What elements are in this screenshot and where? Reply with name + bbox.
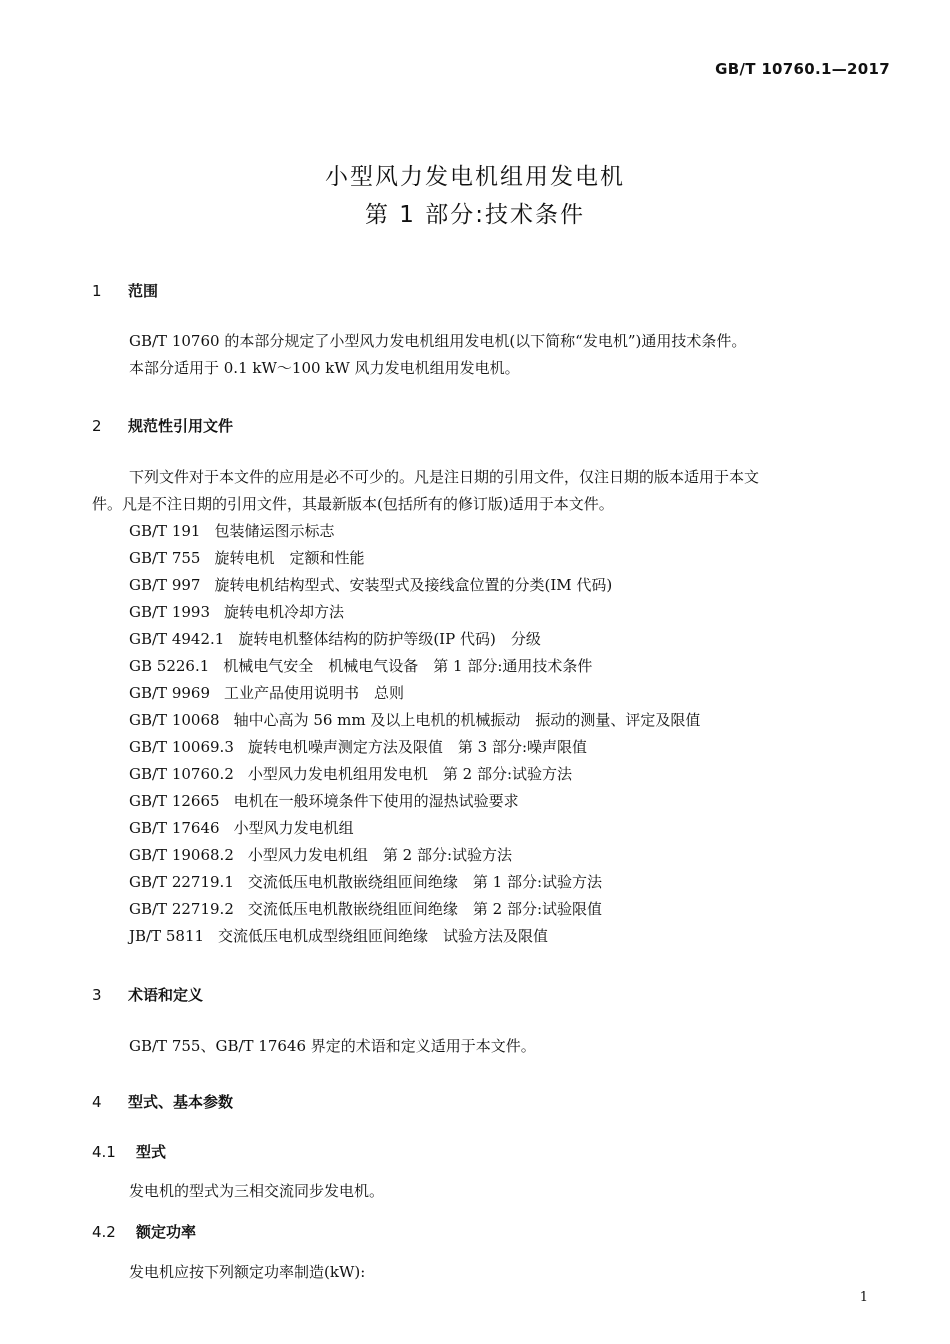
reference-title: 包装储运图示标志 xyxy=(214,522,335,540)
reference-item xyxy=(129,899,602,919)
reference-title: 电机在一般环境条件下使用的湿热试验要求 xyxy=(233,792,519,810)
reference-item xyxy=(129,656,592,676)
reference-code: GB/T 997 xyxy=(129,576,201,594)
reference-item xyxy=(129,737,587,757)
reference-code: JB/T 5811 xyxy=(129,927,205,945)
reference-title: 轴中心高为 56 mm 及以上电机的机械振动 振动的测量、评定及限值 xyxy=(233,711,701,729)
paragraph: GB/T 10760 的本部分规定了小型风力发电机组用发电机(以下简称“发电机”)通用技术条件。 xyxy=(129,332,747,350)
reference-code: GB/T 755 xyxy=(129,549,201,567)
section-title: 范围 xyxy=(128,282,159,300)
section-number: 1 xyxy=(92,282,102,300)
reference-item xyxy=(129,602,344,622)
section-title: 型式、基本参数 xyxy=(128,1093,234,1111)
reference-code: GB/T 17646 xyxy=(129,819,220,837)
section-1-heading xyxy=(92,280,158,301)
reference-item xyxy=(129,818,354,838)
page-number: 1 xyxy=(859,1290,868,1305)
reference-item xyxy=(129,683,404,703)
section-title: 规范性引用文件 xyxy=(128,417,234,435)
reference-code: GB/T 1993 xyxy=(129,603,211,621)
reference-item xyxy=(129,521,334,541)
reference-title: 机械电气安全 机械电气设备 第 1 部分:通用技术条件 xyxy=(223,657,593,675)
section-number: 4 xyxy=(92,1093,102,1111)
reference-title: 小型风力发电机组 xyxy=(233,819,354,837)
reference-title: 小型风力发电机组用发电机 第 2 部分:试验方法 xyxy=(247,765,573,783)
paragraph: 本部分适用于 0.1 kW～100 kW 风力发电机组用发电机。 xyxy=(129,359,520,377)
reference-title: 旋转电机结构型式、安装型式及接线盒位置的分类(IM 代码) xyxy=(214,576,613,594)
reference-code: GB 5226.1 xyxy=(129,657,210,675)
reference-title: 交流低压电机散嵌绕组匝间绝缘 第 2 部分:试验限值 xyxy=(247,900,603,918)
reference-item xyxy=(129,845,512,865)
reference-title: 旋转电机冷却方法 xyxy=(224,603,345,621)
paragraph: GB/T 755、GB/T 17646 界定的术语和定义适用于本文件。 xyxy=(129,1037,536,1055)
section-4-1-heading xyxy=(92,1141,166,1162)
standard-code: GB/T 10760.1—2017 xyxy=(715,60,890,78)
reference-code: GB/T 4942.1 xyxy=(129,630,225,648)
section-number: 3 xyxy=(92,986,102,1004)
reference-item xyxy=(129,629,541,649)
section-number: 4.2 xyxy=(92,1223,116,1241)
reference-item xyxy=(129,575,612,595)
reference-title: 交流低压电机散嵌绕组匝间绝缘 第 1 部分:试验方法 xyxy=(247,873,603,891)
reference-item xyxy=(129,548,364,568)
reference-item xyxy=(129,791,519,811)
reference-code: GB/T 19068.2 xyxy=(129,846,234,864)
reference-title: 旋转电机 定额和性能 xyxy=(214,549,365,567)
reference-item xyxy=(129,764,572,784)
paragraph: 发电机应按下列额定功率制造(kW): xyxy=(129,1263,366,1281)
section-3-heading xyxy=(92,984,203,1005)
reference-item xyxy=(129,926,548,946)
paragraph: 发电机的型式为三相交流同步发电机。 xyxy=(129,1182,385,1200)
section-4-2-heading xyxy=(92,1221,196,1242)
reference-title: 小型风力发电机组 第 2 部分:试验方法 xyxy=(247,846,513,864)
paragraph: 件。凡是不注日期的引用文件，其最新版本(包括所有的修订版)适用于本文件。 xyxy=(92,495,614,513)
section-title: 额定功率 xyxy=(136,1223,197,1241)
section-4-heading xyxy=(92,1091,233,1112)
reference-code: GB/T 10760.2 xyxy=(129,765,234,783)
reference-code: GB/T 22719.2 xyxy=(129,900,234,918)
section-2-heading xyxy=(92,415,233,436)
reference-title: 交流低压电机成型绕组匝间绝缘 试验方法及限值 xyxy=(218,927,549,945)
section-number: 4.1 xyxy=(92,1143,116,1161)
reference-code: GB/T 12665 xyxy=(129,792,220,810)
reference-title: 旋转电机整体结构的防护等级(IP 代码) 分级 xyxy=(238,630,541,648)
section-number: 2 xyxy=(92,417,102,435)
document-subtitle: 第 1 部分:技术条件 xyxy=(364,202,585,228)
reference-code: GB/T 191 xyxy=(129,522,201,540)
reference-code: GB/T 22719.1 xyxy=(129,873,234,891)
reference-item xyxy=(129,710,700,730)
reference-title: 工业产品使用说明书 总则 xyxy=(224,684,405,702)
section-title: 术语和定义 xyxy=(128,986,204,1004)
reference-item xyxy=(129,872,602,892)
paragraph: 下列文件对于本文件的应用是必不可少的。凡是注日期的引用文件，仅注日期的版本适用于本文 xyxy=(129,468,760,486)
reference-code: GB/T 9969 xyxy=(129,684,211,702)
reference-title: 旋转电机噪声测定方法及限值 第 3 部分:噪声限值 xyxy=(247,738,588,756)
section-title: 型式 xyxy=(136,1143,167,1161)
reference-code: GB/T 10068 xyxy=(129,711,220,729)
document-title: 小型风力发电机组用发电机 xyxy=(325,164,625,190)
reference-code: GB/T 10069.3 xyxy=(129,738,234,756)
